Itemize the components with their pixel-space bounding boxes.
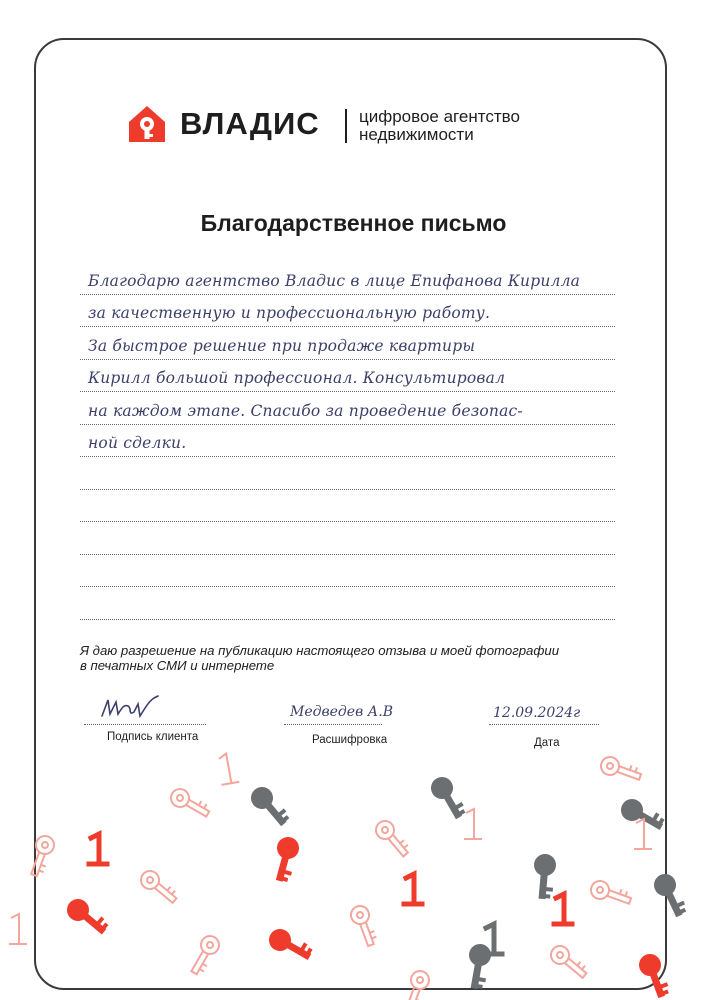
handwritten-text: Благодарю агентство Владис в лице Епифанова Кирилла bbox=[88, 271, 581, 290]
digit-one-outline-icon bbox=[9, 914, 27, 944]
publication-consent bbox=[80, 643, 559, 673]
decoding-label: Расшифровка bbox=[312, 734, 388, 746]
body-line bbox=[80, 522, 615, 555]
handwritten-text: За быстрое решение при продаже квартиры bbox=[88, 336, 476, 355]
body-line bbox=[80, 490, 615, 523]
client-signature-field bbox=[84, 690, 206, 725]
brand-name: ВЛАДИС bbox=[180, 106, 320, 141]
date-label: Дата bbox=[534, 737, 560, 749]
consent-line-2: в печатных СМИ и интернете bbox=[80, 658, 275, 673]
body-line bbox=[80, 360, 615, 393]
consent-line-1: Я даю разрешение на публикацию настоящего отзыва и моей фотографии bbox=[80, 643, 560, 658]
body-line bbox=[80, 327, 615, 360]
house-key-icon bbox=[127, 104, 167, 144]
letter-title: Благодарственное письмо bbox=[200, 210, 507, 236]
decoding-field bbox=[284, 690, 394, 725]
tagline-line-2: недвижимости bbox=[359, 125, 474, 144]
date-field bbox=[489, 690, 599, 725]
letter-body bbox=[80, 262, 615, 620]
handwritten-text: на каждом этапе. Спасибо за проведение безопас- bbox=[88, 401, 523, 420]
body-line bbox=[80, 295, 615, 328]
body-line bbox=[80, 262, 615, 295]
handwritten-text: Кирилл большой профессионал. Консультировал bbox=[88, 369, 506, 387]
decoding-value: Медведев А.В bbox=[290, 704, 394, 720]
tagline-line-1: цифровое агентство bbox=[359, 107, 520, 126]
client-signature-label: Подпись клиента bbox=[107, 731, 199, 743]
date-value: 12.09.2024г bbox=[493, 705, 581, 721]
handwritten-text: за качественную и профессиональную работу. bbox=[88, 304, 491, 322]
logo-divider bbox=[345, 109, 347, 143]
brand-tagline bbox=[359, 108, 520, 144]
body-line bbox=[80, 587, 615, 620]
handwritten-text: ной сделки. bbox=[88, 434, 187, 452]
body-line bbox=[80, 425, 615, 458]
body-line bbox=[80, 457, 615, 490]
body-line bbox=[80, 555, 615, 588]
body-line bbox=[80, 392, 615, 425]
handwritten-signature-icon bbox=[98, 690, 168, 724]
